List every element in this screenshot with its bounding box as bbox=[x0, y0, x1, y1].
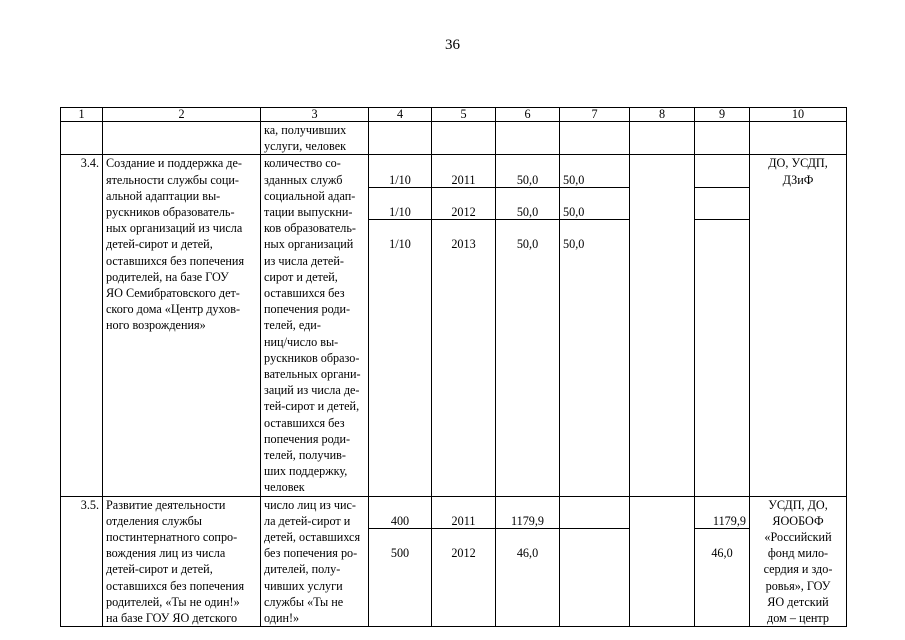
header-cell: 9 bbox=[695, 108, 750, 122]
activity-cell: Развитие деятельности отделения службы постинтернатного сопро- вождения лиц из числа детей-сирот и детей, оставшихся без попечения родителей, «Ты не один!» на базе ГОУ ЯО детского bbox=[103, 496, 261, 627]
activity-cell: Создание и поддержка де- ятельности службы соци- альной адаптации вы- pускников образователь- ных организаций из числа детей-сирот и детей, оставшихся без попечения родителей, на базе ГОУ ЯО Семибратовского дет- ского дома «Центр духов- ного возрождения» bbox=[103, 155, 261, 496]
indicator-value-cell bbox=[369, 496, 432, 627]
cell bbox=[432, 122, 496, 155]
year-cell bbox=[432, 155, 496, 496]
cell bbox=[630, 496, 695, 627]
total-cell bbox=[496, 496, 560, 627]
table-row-3-5 bbox=[61, 496, 847, 627]
regional-budget-cell bbox=[560, 496, 630, 627]
indicator-cell: количество со- зданных служб социальной адап- тации выпускни- ков образователь- ных организаций из числа детей- сирот и детей, оставшихся без попечения роди- телей, еди- ниц/число вы- pускников образо- вательных органи- заций из числа де- тей-сирот и детей, оставшихся без попечения роди- телей, получив- ших поддержку, человек bbox=[261, 155, 369, 496]
amount: 46,0 bbox=[516, 546, 539, 561]
cell bbox=[560, 122, 630, 155]
header-cell: 8 bbox=[630, 108, 695, 122]
indicator-cell: число лиц из чис- ла детей-сирот и детей, оставшихся без попечения ро- дителей, полу- чивших услуги службы «Ты не один!» bbox=[261, 496, 369, 627]
amount: 1179,9 bbox=[698, 513, 746, 529]
amount: 50,0 bbox=[499, 172, 556, 188]
executors-cell: УСДП, ДО, ЯООБОФ «Российский фонд мило- сердия и здо- ровья», ГОУ ЯО детский дом – центр bbox=[750, 496, 847, 627]
year: 2011 bbox=[435, 172, 492, 188]
header-row bbox=[61, 108, 847, 122]
continuation-row bbox=[61, 122, 847, 155]
indicator-cell: ка, получивших услуги, человек bbox=[261, 122, 369, 155]
amount: 50,0 bbox=[563, 237, 585, 252]
value: 400 bbox=[372, 513, 428, 529]
value: 1/10 bbox=[389, 237, 411, 252]
year: 2011 bbox=[435, 513, 492, 529]
regional-budget-cell bbox=[560, 155, 630, 496]
year: 2013 bbox=[451, 237, 476, 252]
item-number: 3.5. bbox=[61, 496, 103, 627]
amount: 50,0 bbox=[499, 204, 556, 220]
page-number: 36 bbox=[445, 37, 460, 53]
value: 500 bbox=[390, 546, 410, 561]
header-cell: 7 bbox=[560, 108, 630, 122]
indicator-value-cell bbox=[369, 155, 432, 496]
cell bbox=[61, 122, 103, 155]
amount: 1179,9 bbox=[499, 513, 556, 529]
program-table bbox=[60, 107, 847, 627]
amount: 50,0 bbox=[563, 204, 626, 220]
year: 2012 bbox=[435, 204, 492, 220]
cell bbox=[369, 122, 432, 155]
cell bbox=[103, 122, 261, 155]
amount: 46,0 bbox=[711, 546, 733, 561]
header-cell: 2 bbox=[103, 108, 261, 122]
other-sources-cell bbox=[695, 496, 750, 627]
value: 1/10 bbox=[372, 204, 428, 220]
empty-line bbox=[563, 513, 626, 529]
empty-line bbox=[698, 172, 746, 188]
header-cell: 5 bbox=[432, 108, 496, 122]
cell bbox=[695, 155, 750, 496]
amount: 50,0 bbox=[563, 172, 626, 188]
header-cell: 1 bbox=[61, 108, 103, 122]
item-number: 3.4. bbox=[61, 155, 103, 496]
total-cell bbox=[496, 155, 560, 496]
header-cell: 10 bbox=[750, 108, 847, 122]
empty-line bbox=[698, 204, 746, 220]
table-row-3-4 bbox=[61, 155, 847, 496]
header-cell: 3 bbox=[261, 108, 369, 122]
value: 1/10 bbox=[372, 172, 428, 188]
cell bbox=[750, 122, 847, 155]
amount: 50,0 bbox=[516, 237, 539, 252]
cell bbox=[630, 122, 695, 155]
header-cell: 4 bbox=[369, 108, 432, 122]
cell bbox=[630, 155, 695, 496]
executors-cell: ДО, УСДП, ДЗиФ bbox=[750, 155, 847, 496]
header-cell: 6 bbox=[496, 108, 560, 122]
cell bbox=[695, 122, 750, 155]
cell bbox=[496, 122, 560, 155]
year: 2012 bbox=[451, 546, 476, 561]
year-cell bbox=[432, 496, 496, 627]
